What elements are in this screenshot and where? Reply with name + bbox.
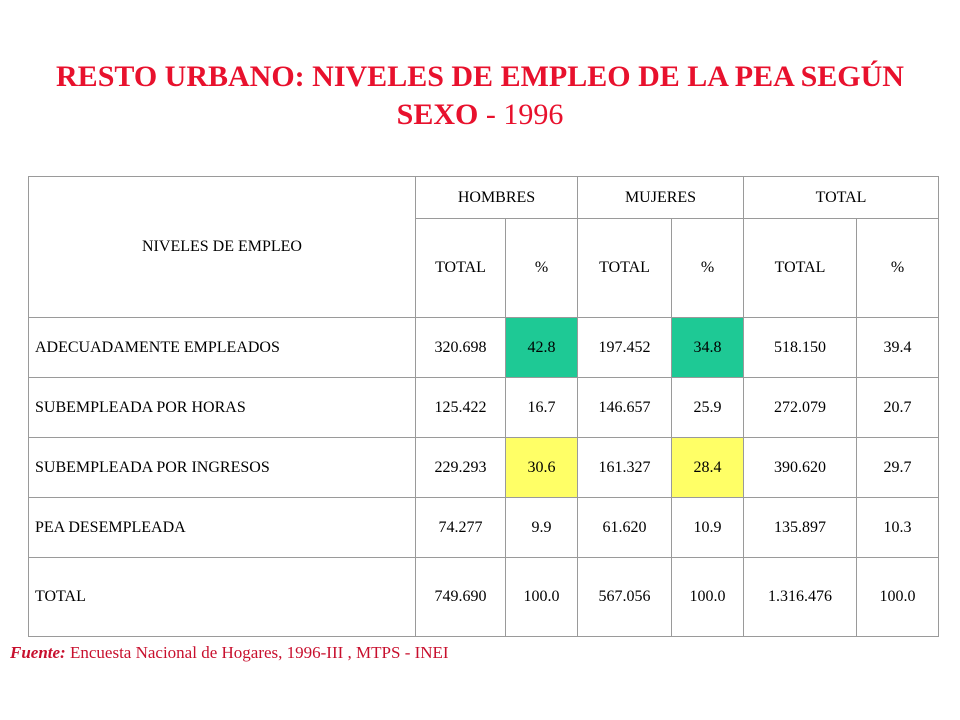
subheader-hombres-total: TOTAL <box>416 219 506 318</box>
table-row-total <box>29 558 939 637</box>
title-line-2 <box>397 98 564 131</box>
table-cell: 25.9 <box>672 378 744 438</box>
title-line-1: RESTO URBANO: NIVELES DE EMPLEO DE LA PEA SEGÚN <box>56 60 904 93</box>
table-cell: 320.698 <box>416 318 506 378</box>
subheader-mujeres-pct: % <box>672 219 744 318</box>
table-cell: 229.293 <box>416 438 506 498</box>
subheader-total-pct: % <box>857 219 939 318</box>
table-cell: 749.690 <box>416 558 506 637</box>
table-cell: 518.150 <box>744 318 857 378</box>
table-cell: 39.4 <box>857 318 939 378</box>
table-row <box>29 318 939 378</box>
table-cell: 10.9 <box>672 498 744 558</box>
table-cell-highlighted: 34.8 <box>672 318 744 378</box>
source-label: Fuente: <box>10 643 66 662</box>
group-header-hombres: HOMBRES <box>416 177 578 219</box>
table-cell: 16.7 <box>506 378 578 438</box>
table-cell: 61.620 <box>578 498 672 558</box>
group-header-mujeres: MUJERES <box>578 177 744 219</box>
table-cell: 1.316.476 <box>744 558 857 637</box>
row-label: SUBEMPLEADA POR INGRESOS <box>29 438 416 498</box>
row-label: SUBEMPLEADA POR HORAS <box>29 378 416 438</box>
group-header-total: TOTAL <box>744 177 939 219</box>
row-label: ADECUADAMENTE EMPLEADOS <box>29 318 416 378</box>
source-text: Encuesta Nacional de Hogares, 1996-III , MTPS - INEI <box>65 643 449 662</box>
table-cell: 146.657 <box>578 378 672 438</box>
table-cell: 390.620 <box>744 438 857 498</box>
table-cell: 100.0 <box>506 558 578 637</box>
table-cell: 100.0 <box>857 558 939 637</box>
table-cell: 135.897 <box>744 498 857 558</box>
row-label: PEA DESEMPLEADA <box>29 498 416 558</box>
table-row <box>29 378 939 438</box>
table-cell: 74.277 <box>416 498 506 558</box>
title-year: - 1996 <box>478 98 564 131</box>
table-cell: 10.3 <box>857 498 939 558</box>
table-cell: 100.0 <box>672 558 744 637</box>
title-sexo: SEXO <box>396 98 479 131</box>
subheader-mujeres-total: TOTAL <box>578 219 672 318</box>
table-cell: 125.422 <box>416 378 506 438</box>
table-cell: 567.056 <box>578 558 672 637</box>
table-cell-highlighted: 30.6 <box>506 438 578 498</box>
table-cell-highlighted: 28.4 <box>672 438 744 498</box>
table-cell: 20.7 <box>857 378 939 438</box>
table-row <box>29 438 939 498</box>
table-cell: 272.079 <box>744 378 857 438</box>
table-cell-highlighted: 42.8 <box>506 318 578 378</box>
row-label: TOTAL <box>29 558 416 637</box>
table-cell: 197.452 <box>578 318 672 378</box>
corner-header: NIVELES DE EMPLEO <box>29 177 416 318</box>
table-cell: 29.7 <box>857 438 939 498</box>
table-cell: 161.327 <box>578 438 672 498</box>
table-cell: 9.9 <box>506 498 578 558</box>
subheader-hombres-pct: % <box>506 219 578 318</box>
source-note <box>10 643 449 663</box>
employment-table <box>28 176 939 637</box>
page-title <box>20 58 940 134</box>
header-row-groups <box>29 177 939 219</box>
subheader-total-total: TOTAL <box>744 219 857 318</box>
table-row <box>29 498 939 558</box>
